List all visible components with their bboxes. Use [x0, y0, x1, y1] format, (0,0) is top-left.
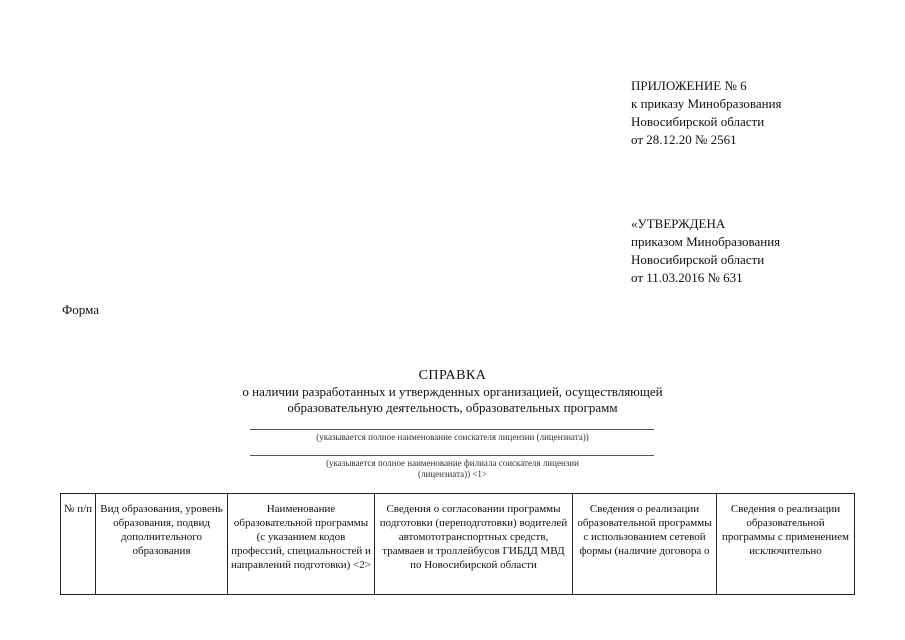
document-title: СПРАВКА: [418, 368, 487, 383]
appendix-block: [631, 77, 782, 149]
header-cell-number: № п/п: [61, 494, 96, 595]
appendix-date: от 28.12.20 № 2561: [631, 132, 737, 147]
appendix-number: ПРИЛОЖЕНИЕ № 6: [631, 78, 747, 93]
header-cell-program-name: Наименование образовательной программы (с указанием кодов профессий, специальностей и направлений подготовки) <2>: [228, 494, 375, 595]
document-subtitle-line-2: образовательную деятельность, образовательных программ: [287, 400, 618, 415]
branch-fill-line[interactable]: [250, 455, 654, 456]
licensee-hint: (указывается полное наименование соискателя лицензии (лицензиата)): [316, 432, 589, 442]
approved-date: от 11.03.2016 № 631: [631, 270, 743, 285]
document-subtitle-line-1: о наличии разработанных и утвержденных организацией, осуществляющей: [242, 384, 663, 399]
appendix-order-ref: к приказу Минобразования: [631, 96, 782, 111]
table-header-row: [61, 494, 855, 595]
appendix-region: Новосибирской области: [631, 114, 765, 129]
licensee-fill-line[interactable]: [250, 429, 654, 430]
approved-block: [631, 215, 780, 287]
branch-hint-line-1: (указывается полное наименование филиала соискателя лицензии: [326, 458, 579, 468]
programs-table: [60, 493, 855, 595]
approved-heading: «УТВЕРЖДЕНА: [631, 216, 726, 231]
branch-hint: [200, 458, 705, 480]
header-cell-education-type: Вид образования, уровень образования, подвид дополнительного образования: [96, 494, 228, 595]
branch-hint-line-2: (лицензиата)) <1>: [418, 469, 487, 479]
header-cell-network-form: Сведения о реализации образовательной программы с использованием сетевой формы (наличие договора о: [573, 494, 717, 595]
document-heading: [0, 368, 905, 416]
header-cell-gibdd-approval: Сведения о согласовании программы подготовки (переподготовки) водителей автомототранспортных средств, трамваев и троллейбусов ГИБДД МВД по Новосибирской области: [375, 494, 573, 595]
approved-order-ref: приказом Минобразования: [631, 234, 781, 249]
form-label: Форма: [62, 302, 99, 317]
approved-region: Новосибирской области: [631, 252, 765, 267]
header-cell-exclusive-use: Сведения о реализации образовательной программы с применением исключительно: [717, 494, 855, 595]
